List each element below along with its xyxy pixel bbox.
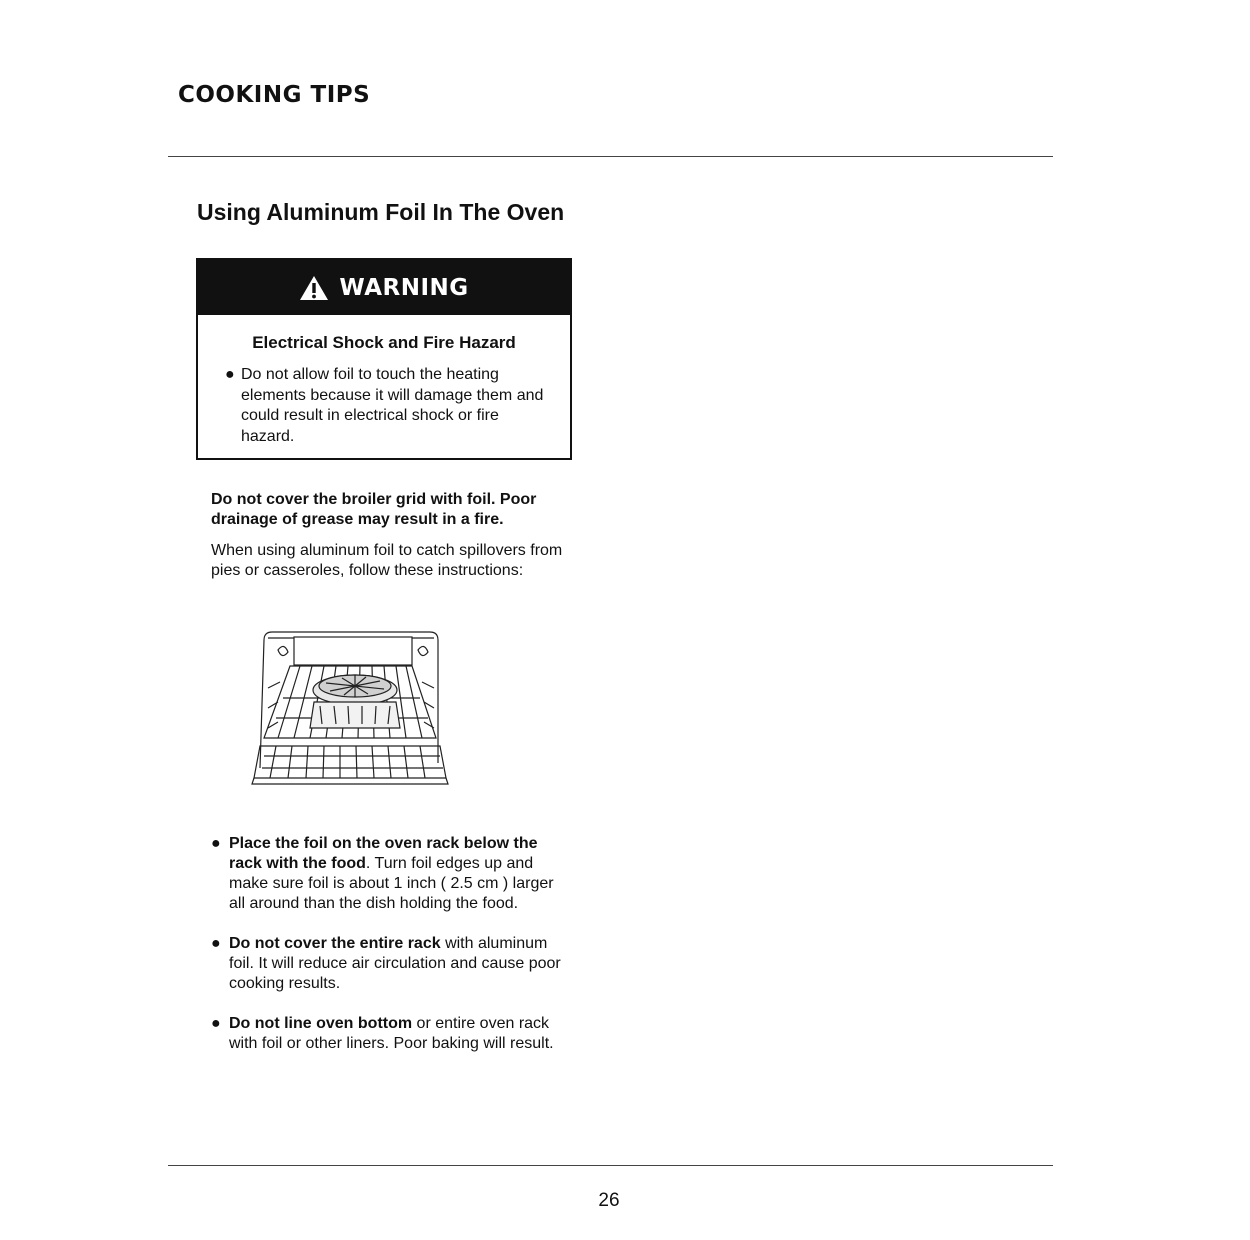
warning-label: WARNING (339, 274, 469, 301)
bullet-icon: ● (211, 835, 221, 852)
foil-tips-list (211, 834, 571, 1054)
bullet-icon: ● (211, 935, 221, 952)
tip-text: with aluminum foil. It will reduce air circulation and cause poor cooking results. (229, 935, 561, 992)
hazard-list (198, 365, 570, 447)
bullet-icon: ● (211, 1015, 221, 1032)
hazard-item-text: Do not allow foil to touch the heating elements because it will damage them and could result in electrical shock or fire hazard. (241, 366, 544, 445)
tip-text: . Turn foil edges up and make sure foil is about 1 inch ( 2.5 cm ) larger all around than the dish holding the food. (229, 855, 554, 912)
section-title: COOKING TIPS (178, 82, 371, 108)
oven-rack-with-pie-illustration (250, 628, 450, 790)
tip-bold-text: Do not cover the entire rack (229, 935, 441, 952)
hazard-title: Electrical Shock and Fire Hazard (252, 333, 516, 352)
list-item (211, 1014, 571, 1054)
warning-box (196, 258, 572, 460)
tip-bold-text: Place the foil on the oven rack below the rack with the food (229, 835, 538, 872)
header-divider (168, 156, 1053, 157)
footer-divider (168, 1165, 1053, 1166)
page-number: 26 (598, 1190, 620, 1211)
tip-text: or entire oven rack with foil or other liners. Poor baking will result. (229, 1015, 554, 1052)
warning-banner (198, 260, 570, 315)
broiler-note: Do not cover the broiler grid with foil. Poor drainage of grease may result in a fire. (211, 491, 537, 528)
hazard-item (198, 365, 570, 447)
bullet-icon: ● (225, 366, 235, 383)
list-item (211, 934, 571, 994)
warning-triangle-icon (299, 275, 329, 301)
list-item (211, 834, 571, 914)
tip-bold-text: Do not line oven bottom (229, 1015, 413, 1032)
intro-paragraph: When using aluminum foil to catch spillovers from pies or casseroles, follow these instructions: (211, 542, 563, 579)
page-heading: Using Aluminum Foil In The Oven (197, 199, 565, 225)
